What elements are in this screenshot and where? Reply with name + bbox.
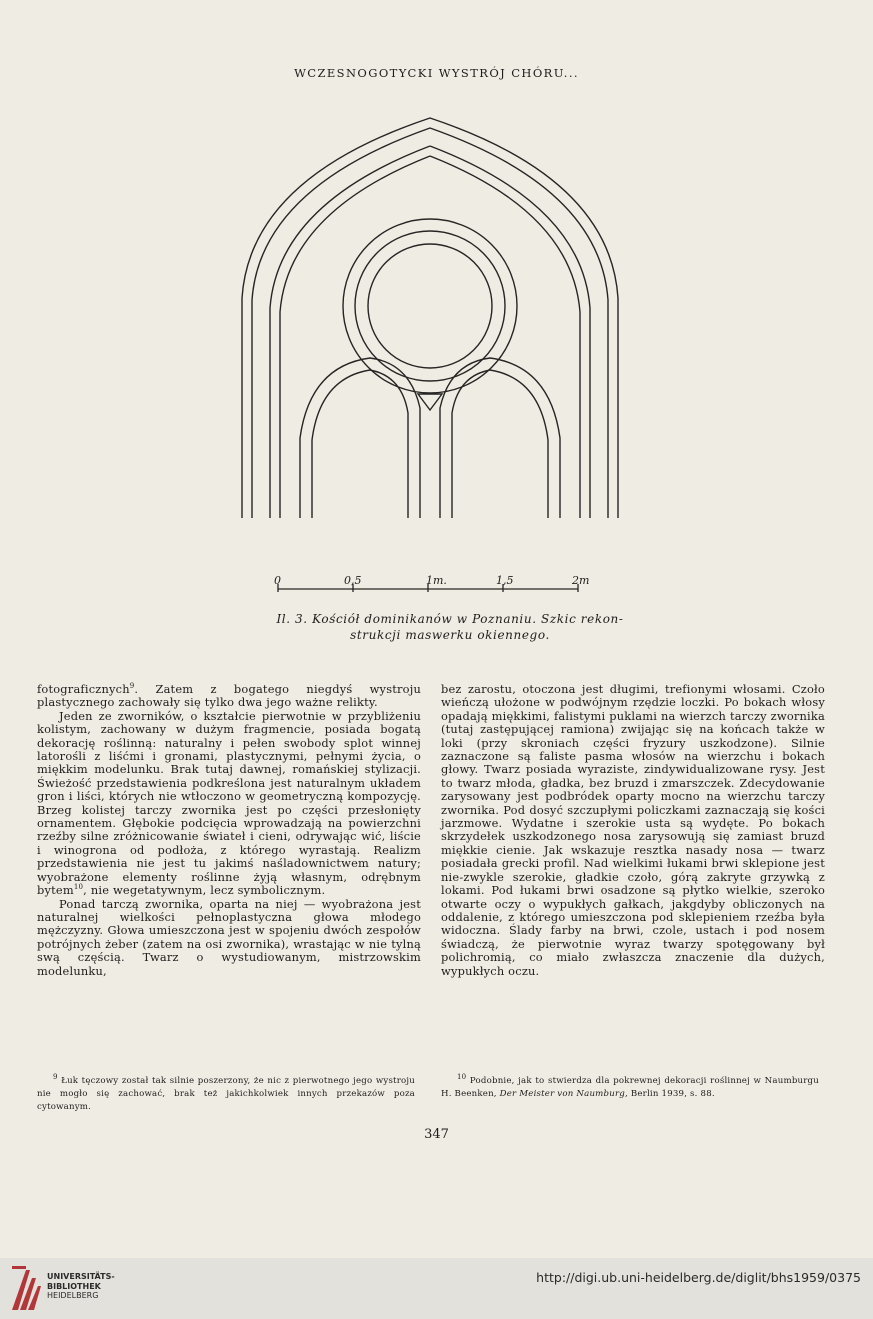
figure-caption [230,611,670,643]
paragraph: Ponad tarczą zwornika, oparta na niej — wyobrażona jest naturalnej wielkości pełnoplastyczna głowa młodego mężczyzny. Głowa umieszczona jest w spojeniu dwóch zespołów potrójnych żeber (zatem na osi zwornika), wrastając w nie tylną swą częścią. Twarz o wystudiowanym, mistrzowskim modelunku, [37,896,421,978]
paragraph: bez zarostu, otoczona jest długimi, trefionymi włosami. Czoło wieńczą ułożone w podwójnym rzędzie loczki. Po bokach włosy opadają miękkimi, falistymi puklami na wierzch tarczy zwornika (tutaj zastępującej ramiona) zwijając się na końcach także w loki (przy skroniach części fryzury uszkodzone). Silnie zaznaczone są faliste pasma włosów na wierzchu i bokach głowy. Twarz posiada wyraziste, zindywidualizowane rysy. Jest to twarz młoda, gładka, bez bruzd i zmarszczek. Zdecydowanie zarysowany jest podbródek oparty mocno na wierzchu tarczy zwornika. Pod dosyć szczupłymi policzkami zaznaczają się kości jarzmowe. Wydatne i szerokie usta są wydęte. Po bokach skrzydełek uszkodzonego nosa zarysowują się zamiast bruzd miękkie cienie. Jak wskazuje resztka nasady nosa — twarz posiadała grecki profil. Nad wielkimi łukami brwi sklepione jest nie-zwykle szerokie, gładkie czoło, górą zakryte grzywką z lokami. Pod łukami brwi osadzone są płytko wielkie, szeroko otwarte oczy o wypukłych gałkach, jakgdyby obliczonych na oddalenie, z którego umieszczona pod sklepieniem rzeźba była widoczna. Ślady farby na brwi, czole, ustach i pod nosem świadczą, że pierwotnie wyraz twarzy spotęgowany był polichromią, co miało zwłaszcza znaczenie dla dużych, wypukłych oczu. [441,682,825,978]
oculus-outer [343,219,517,393]
caption-line-2: strukcji maswerku okiennego. [350,628,550,642]
footnote-9: $^9$ Łuk tęczowy został tak silnie poszerzony, że nic z pierwotnego jego wystroju nie mogło się zachować, brak też jakichkolwiek innych przekazów poza cytowanym. [37,1073,415,1112]
footnote-ref-9: 9 [129,682,135,691]
university-library-logo-icon[interactable] [10,1266,42,1310]
outer-arch-inner-line [252,128,608,518]
reveal-line-right [430,146,590,518]
right-lancet-outer [440,358,560,518]
tracery-figure [230,108,630,608]
scale-label-2m: 2m [572,574,590,587]
permalink-url[interactable]: http://digi.ub.uni-heidelberg.de/diglit/bhs1959/0375 [536,1270,861,1285]
running-head: WCZESNOGOTYCKI WYSTRÓJ CHÓRU... [294,66,579,80]
paragraph: Jeden ze zworników, o kształcie pierwotnie w przybliżeniu kolistym, zachowany w dużym fragmencie, posiada bogatą dekorację roślinną: naturalny i pełen swobody splot winnej latorośli z liśćmi i gronami, plastycznymi, pełnymi życia, o miękkim modelunku. Brak tutaj dawnej, romańskiej stylizacji. Świeżość przedstawienia podkreślona jest naturalnym układem gron i liści, których nie wtłoczono w geometryczną kompozycję. Brzeg kolistej tarczy zwornika jest po części przesłonięty ornamentem. Głębokie podcięcia wprowadzają na powierzchni rzeźby silne zróżnicowanie świateł i cieni, odrywając wić, liście i winogrona od podłoża, z którego wyrastają. Realizm przedstawienia nie jest tu jakimś naśladownictwem natury; wyobrażone elementy roślinne żyją własnym, odrębnym bytem$^{10}$, nie wegetatywnym, lecz symbolicznym. [37,708,421,898]
scale-label-0: 0 [274,574,281,587]
page-number: 347 [424,1127,449,1142]
caption-line-1: Il. 3. Kościół dominikanów w Poznaniu. Szkic rekon- [276,612,624,626]
library-name[interactable]: UNIVERSITÄTS- BIBLIOTHEK HEIDELBERG [47,1272,115,1300]
outer-arch-line [242,118,618,518]
viewer-footer [0,1258,873,1319]
left-column [37,683,421,978]
left-lancet-outer [300,358,420,518]
footnote-10: $^{10}$ Podobnie, jak to stwierdza dla pokrewnej dekoracji roślinnej w Naumburgu H. Beenken, Der Meister von Naumburg, Berlin 1939, s. 88. [441,1073,819,1099]
oculus-inner [368,244,492,368]
oculus-mid [355,231,505,381]
footnote-ref-10: 10 [73,883,84,892]
scale-label-15: 1,5 [496,574,514,587]
paragraph: fotograficznych$^9$. Zatem z bogatego niegdyś wystroju plastycznego zachowały się tylko dwa jego ważne relikty. [37,682,421,710]
right-column [441,683,825,978]
scale-label-05: 0,5 [344,574,362,587]
trefoil-triangle [418,394,442,410]
left-lancet-inner [312,370,408,518]
right-lancet-inner [452,370,548,518]
reveal-line-left [270,146,430,518]
scale-label-1m: 1m. [426,574,447,587]
